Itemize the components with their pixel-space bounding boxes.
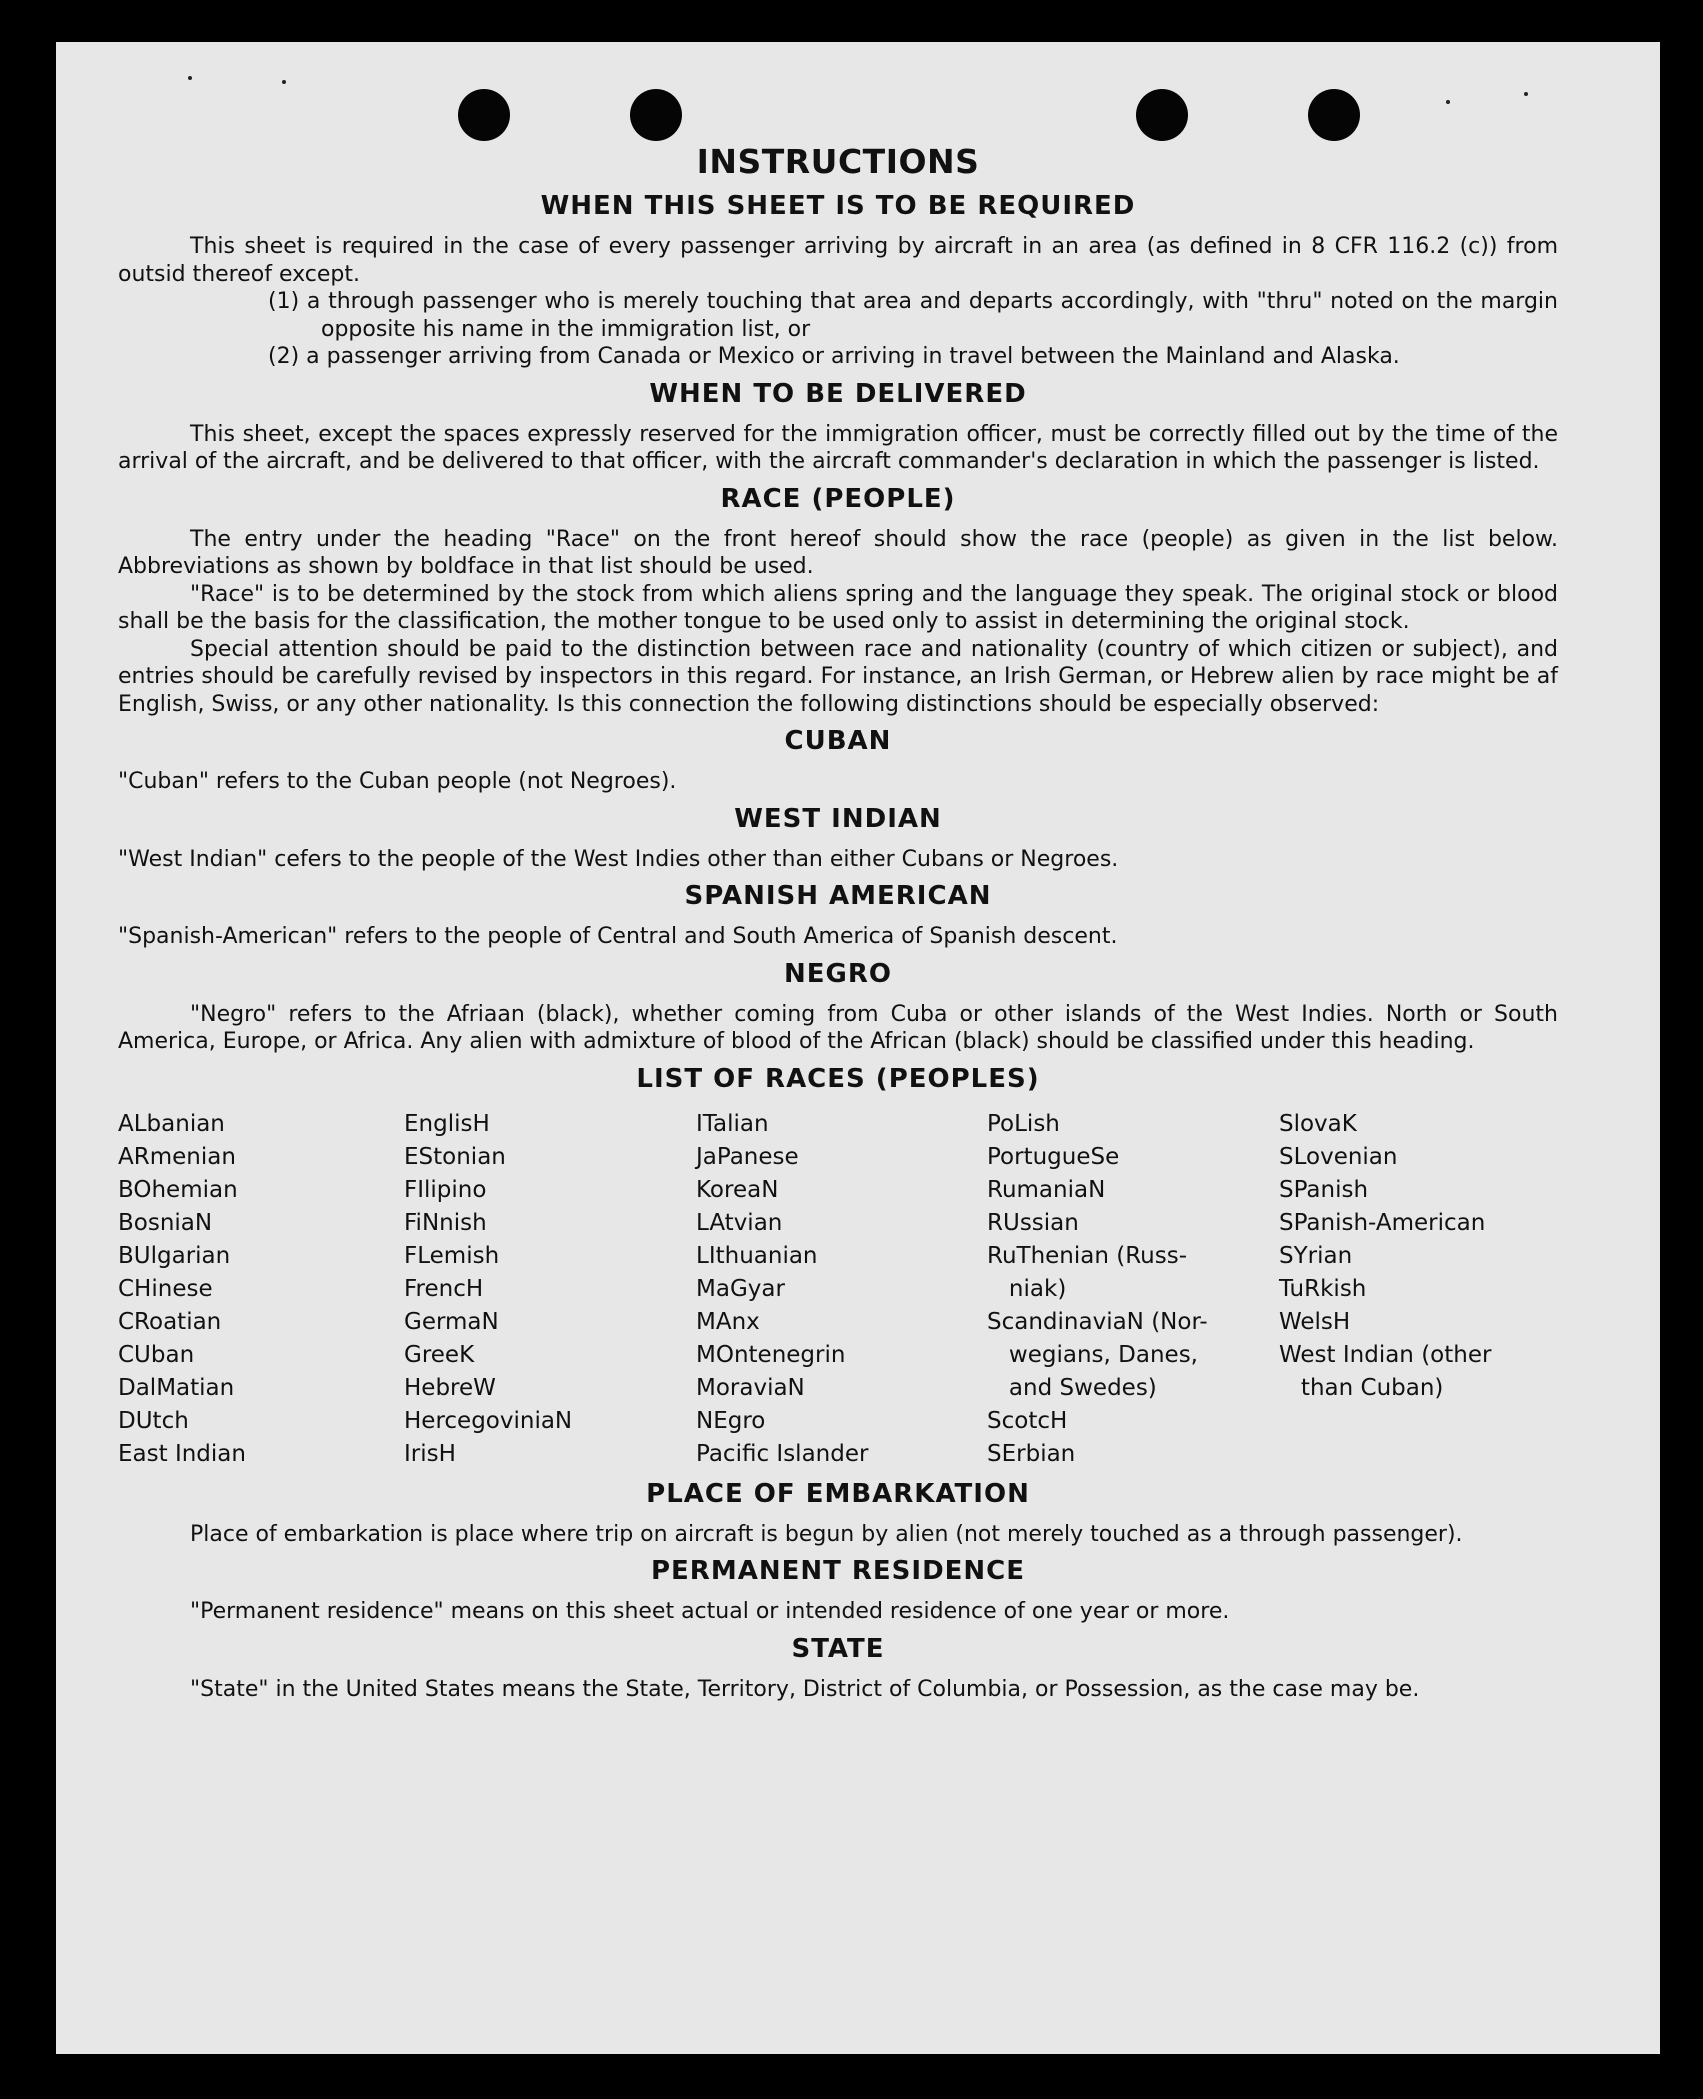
section-heading: WHEN THIS SHEET IS TO BE REQUIRED (540, 191, 1136, 221)
race-entry: BOhemian (118, 1176, 238, 1203)
race-entry: MAnx (696, 1308, 760, 1335)
race-entry: PortugueSe (987, 1143, 1120, 1170)
race-entry: NEgro (696, 1407, 766, 1434)
race-entry: BosniaN (118, 1209, 213, 1236)
paragraph: "Race" is to be determined by the stock from which aliens spring and the language they speak. The original stock or blood shall be the basis for the classification, the mother tongue to be used only to assist in determining the original stock. (118, 581, 1558, 634)
section-heading: WEST INDIAN (734, 803, 942, 834)
race-entry: JaPanese (696, 1143, 799, 1170)
race-entry: SPanish-American (1279, 1209, 1486, 1236)
section-heading: SPANISH AMERICAN (684, 881, 992, 911)
race-entry: FLemish (404, 1242, 500, 1269)
race-entry: ScotcH (987, 1407, 1068, 1434)
section-heading: CUBAN (784, 726, 892, 756)
paragraph: "Cuban" refers to the Cuban people (not Negroes). (118, 769, 677, 794)
section-heading: STATE (791, 1633, 885, 1664)
race-entry: TuRkish (1279, 1275, 1367, 1302)
speck (1524, 92, 1528, 96)
race-entry: WelsH (1279, 1308, 1351, 1335)
paragraph: Place of embarkation is place where trip on aircraft is begun by alien (not merely touched as a through passenger). (190, 1521, 1463, 1547)
race-entry: ScandinaviaN (Nor- (987, 1308, 1208, 1335)
speck (1446, 100, 1450, 104)
race-entry: ARmenian (118, 1143, 236, 1170)
race-entry: ALbanian (118, 1110, 225, 1137)
race-entry: DUtch (118, 1407, 189, 1434)
section-heading: PLACE OF EMBARKATION (646, 1478, 1030, 1509)
paragraph: "State" in the United States means the State, Territory, District of Columbia, or Possession, as the case may be. (190, 1676, 1420, 1702)
race-entry: PoLish (987, 1110, 1060, 1137)
race-entry: HercegoviniaN (404, 1407, 573, 1434)
race-entry: SErbian (987, 1440, 1076, 1467)
instructions-body (118, 142, 1558, 1703)
race-entry: MOntenegrin (696, 1341, 846, 1368)
section-heading: LIST OF RACES (PEOPLES) (636, 1063, 1040, 1094)
race-entry: FrencH (404, 1275, 484, 1302)
race-entry: MoraviaN (696, 1374, 805, 1401)
document-page (56, 42, 1660, 2054)
races-column (696, 1108, 987, 1471)
race-entry: East Indian (118, 1440, 246, 1467)
race-entry: EnglisH (404, 1110, 490, 1137)
section-heading: WHEN TO BE DELIVERED (649, 378, 1027, 409)
races-list (118, 1108, 1558, 1471)
race-entry: MaGyar (696, 1275, 785, 1302)
race-entry: DalMatian (118, 1374, 235, 1401)
race-entry: KoreaN (696, 1176, 779, 1203)
race-entry: SlovaK (1279, 1110, 1357, 1137)
race-entry: SPanish (1279, 1176, 1369, 1203)
section-heading: PERMANENT RESIDENCE (650, 1556, 1026, 1586)
punch-hole (1136, 89, 1188, 141)
race-entry: LAtvian (696, 1209, 783, 1236)
race-entry: EStonian (404, 1143, 506, 1170)
race-entry: West Indian (other (1279, 1341, 1492, 1368)
paragraph: "West Indian" cefers to the people of the West Indies other than either Cubans or Negroes. (118, 846, 1119, 872)
race-entry: BUlgarian (118, 1242, 231, 1269)
race-entry: SYrian (1279, 1242, 1353, 1269)
race-entry: SLovenian (1279, 1143, 1398, 1170)
race-entry: niak) (987, 1275, 1067, 1302)
race-entry: and Swedes) (987, 1374, 1157, 1401)
race-entry: CRoatian (118, 1308, 222, 1335)
races-column (1279, 1108, 1558, 1471)
race-entry: wegians, Danes, (987, 1341, 1198, 1368)
paragraph: The entry under the heading "Race" on the front hereof should show the race (people) as given in the list below. Abbreviations as shown by boldface in that list should be used. (118, 526, 1558, 579)
paragraph: "Negro" refers to the Afriaan (black), whether coming from Cuba or other islands of the West Indies. North or South America, Europe, or Africa. Any alien with admixture of blood of the African (black) should be classified under this heading. (118, 1001, 1558, 1054)
punch-hole (458, 89, 510, 141)
race-entry: than Cuban) (1279, 1374, 1444, 1401)
race-entry: LIthuanian (696, 1242, 818, 1269)
paragraph: "Spanish-American" refers to the people of Central and South America of Spanish descent. (118, 924, 1118, 949)
race-entry: CHinese (118, 1275, 213, 1302)
race-entry: Pacific Islander (696, 1440, 869, 1467)
race-entry: ITalian (696, 1110, 769, 1137)
punch-hole (630, 89, 682, 141)
paragraph: This sheet, except the spaces expressly reserved for the immigration officer, must be correctly filled out by the time of the arrival of the aircraft, and be delivered to that officer, with the aircraft commander's declaration in which the passenger is listed. (118, 421, 1558, 474)
race-entry: GreeK (404, 1341, 475, 1368)
paragraph: This sheet is required in the case of every passenger arriving by aircraft in an area (as defined in 8 CFR 116.2 (c)) from outsid thereof except. (118, 234, 1558, 287)
list-item: (2) a passenger arriving from Canada or Mexico or arriving in travel between the Mainland and Alaska. (268, 344, 1400, 369)
races-column (118, 1108, 404, 1471)
races-column (987, 1108, 1279, 1471)
paragraph: "Permanent residence" means on this sheet actual or intended residence of one year or more. (190, 1599, 1230, 1624)
races-column (404, 1108, 696, 1471)
race-entry: RUssian (987, 1209, 1079, 1236)
race-entry: HebreW (404, 1374, 496, 1401)
punch-hole (1308, 89, 1360, 141)
race-entry: IrisH (404, 1440, 456, 1467)
race-entry: RuThenian (Russ- (987, 1242, 1188, 1269)
list-item: (1) a through passenger who is merely touching that area and departs accordingly, with "thru" noted on the margin opposite his name in the immigration list, or (268, 289, 1558, 342)
race-entry: GermaN (404, 1308, 499, 1335)
paragraph: Special attention should be paid to the distinction between race and nationality (country of which citizen or subject), and entries should be carefully revised by inspectors in this regard. For instance, an Irish German, or Hebrew alien by race might be af English, Swiss, or any other nationality. Is this connection the following distinctions should be especially observed: (118, 636, 1558, 717)
speck (188, 76, 192, 80)
race-entry: FIlipino (404, 1176, 487, 1203)
race-entry: CUban (118, 1341, 195, 1368)
race-entry: FiNnish (404, 1209, 487, 1236)
speck (282, 80, 286, 84)
race-entry: RumaniaN (987, 1176, 1106, 1203)
section-heading: RACE (PEOPLE) (720, 483, 956, 514)
section-heading: NEGRO (784, 958, 892, 989)
page-title: INSTRUCTIONS (696, 142, 980, 181)
